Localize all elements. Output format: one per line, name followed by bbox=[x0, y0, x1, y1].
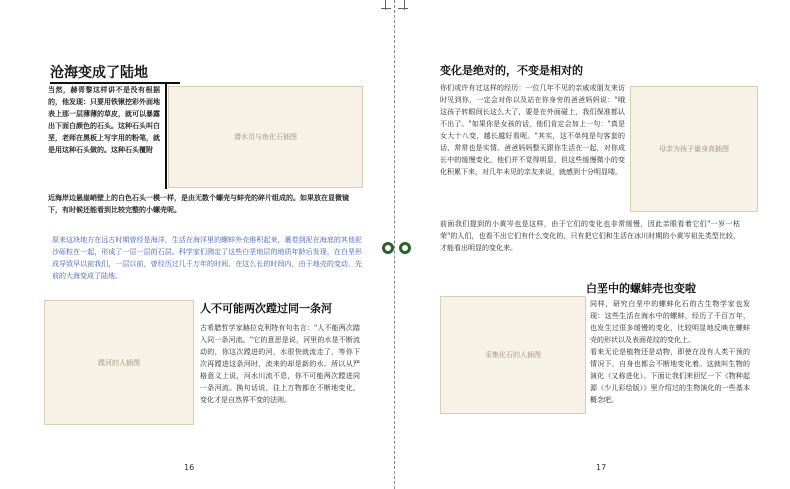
section-subtitle: 人不可能两次蹚过同一条河 bbox=[200, 302, 332, 315]
intro-quote: 当然，赫胥黎这样讲不是没有根据的，他发现：只要用铁锹挖彩外面地表上那一层薄薄的草皮，就可以暴露出下面白颜色的石头。这种石头叫白垩，老师在黑板上写字用的粉笔，就是用这种石头做的。这种石头覆附 bbox=[48, 86, 160, 154]
page-number: 16 bbox=[184, 463, 195, 472]
body-text: 同样，研究白垩中的螺蚌化石的古生物学家也发现：这些生活在海水中的螺蚌，经历了千百万年，也发生过很多缓慢的变化，比较明显地反映在螺蚌壳的形状以及表面花纹的变化上。 看来无论是植物还是动物，即使在没有人类干预的情况下，自身也都会不断地变化着。这就叫生物的演化（又称进化）。下面让我们来回忆一下《物种起源（少儿彩绘版）》里介绍过的生物演化的一些基本概念吧。 bbox=[590, 300, 750, 404]
body-text: 你们或许有过这样的经历：一位几年不见的亲戚或朋友来访时见到你，一定会对你以及站在你身旁的爸爸妈妈说："哦这孩子转眼间长这么大了，要是在外面碰上，我们保准都认不出了。"如果你是女孩的话，他们肯定会加上一句："真是女大十八变，越长越好看呢。"其实，这不单纯是句客套的话，常常也是实情。爸爸妈妈整天跟你生活在一起，对你成长中的缓慢变化，他们并不觉得明显，但这些缓慢微小的变化积累下来，对几年未见的亲友来说，就感到十分明显喽。 bbox=[440, 84, 625, 176]
body-text: 古希腊哲学家赫拉克利特有句名言："人不能两次踏入同一条河流。"它的意思是说，河里的水是不断流动的，你这次蹚进的河，水很快就流走了，等你下次再蹚进这条河时，流来的却是新的水。所以从严格意义上说，河水川流不息，你不可能两次蹚进同一条河流。换句话说，往上万物都在不断地变化，变化才是自然界不变的法则。 bbox=[200, 324, 360, 404]
intro-quote-continued: 近海岸边悬崖峭壁上的白色石头一模一样，是由无数个螺壳与蚌壳的碎片组成的。如果放在显微镜下，有时候还能看到比较完整的小螺壳呢。 bbox=[48, 194, 349, 214]
body-text: 前面我们提到的小黄岑也是这样，由于它们的变化也非常缓慢，因此亲眼看着它们"一岁一枯荣"的人们，也看不出它们有什么变化的，只有把它们和生活在冰川时期的小黄岑祖先类型比较，才能看出明显的变化来。 bbox=[440, 220, 740, 252]
fossil-collector-illustration: 采集化石的人插图 bbox=[440, 296, 586, 414]
page-fold-divider bbox=[394, 0, 395, 489]
section-title: 变化是绝对的，不变是相对的 bbox=[440, 64, 583, 77]
crop-mark bbox=[404, 0, 405, 10]
section-subtitle: 白垩中的螺蚌壳也变啦 bbox=[586, 282, 696, 295]
ornament-icon bbox=[382, 242, 394, 254]
man-river-illustration: 蹚河的人插图 bbox=[44, 300, 194, 425]
crop-mark bbox=[398, 8, 408, 9]
blue-paragraph: 原来这块地方在远古时期曾经是海洋，生活在海洋里的螺蚌外壳堆积起来，裹卷到泥在海底的其他泥沙砾粒在一起，形成了一层一层的石层。科学家们测定了这些白垩地层的地质年龄后发现，在白垩形成导致早以前我们，一层以前，曾经历过几千万年的时间，在这么长的时间内，由于地壳的变动，先前的大海变成了陆地。 bbox=[52, 236, 362, 280]
divers-fossil-illustration: 潜水员与鱼化石插图 bbox=[168, 86, 363, 188]
mother-child-illustration: 母亲为孩子量身高插图 bbox=[630, 86, 758, 212]
crop-mark bbox=[381, 8, 391, 9]
ornament-icon bbox=[399, 242, 411, 254]
page-number: 17 bbox=[596, 463, 607, 472]
crop-mark bbox=[385, 0, 386, 10]
page-title: 沧海变成了陆地 bbox=[50, 65, 148, 81]
quote-bar bbox=[165, 84, 167, 189]
